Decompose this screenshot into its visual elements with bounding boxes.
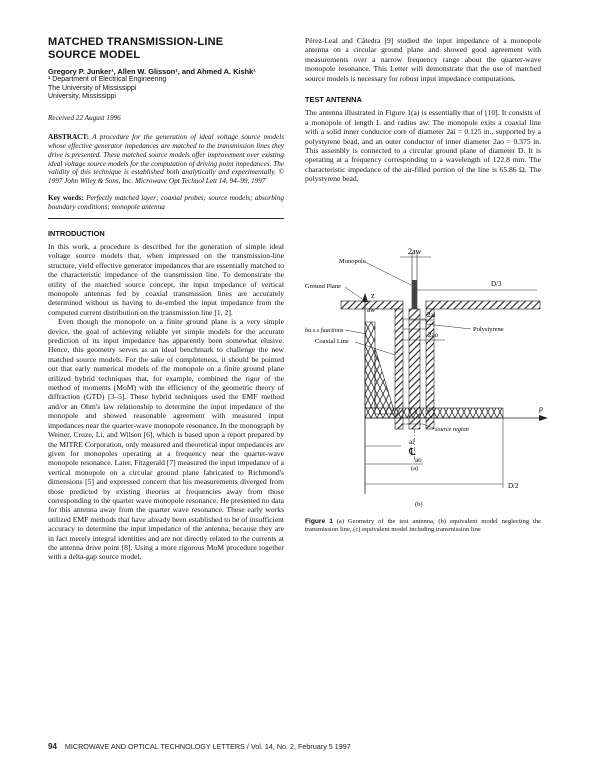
- received-date: Received 22 August 1996: [48, 113, 121, 122]
- label-2ao: 2ao: [428, 331, 439, 339]
- abstract-text: A procedure for the generation of ideal voltage source models whose effective generator impedances are matched to the transmission lines they drive is presented. These matched source models offer improvement over existing ideal voltage source models for the computation of driving point impedances. The validity of this technique is established both analytically and experimentally. © 1997 John Wiley & Sons, Inc. Microwave Opt Technol Lett 14, 94–99, 1997: [48, 133, 284, 186]
- affiliation: [48, 76, 284, 102]
- label-2ai: 2ai: [427, 311, 436, 319]
- figure-caption: [305, 518, 541, 534]
- test-antenna-paragraph: The antenna illustrated in Figure 1(a) is essentially that of [10]. It consists of a monopole of length L and radius aw. The monopole exits a coaxial line with a solid inner conductor core of diameter 2ai = 0.125 in., supported by a polystyrene bead, and an outer conductor of inner diameter 2ao = 0.375 in. This assembly is connected to a circular ground plane of diameter D. It is operating at a frequency corresponding to a wavelength of 122.8 mm. The characteristic impedance of the air-filled portion of the line is 65.86 Ω. The polystyrene bead,: [305, 108, 541, 184]
- journal-citation: MICROWAVE AND OPTICAL TECHNOLOGY LETTERS / Vol. 14, No. 2, February 5 1997: [64, 742, 351, 751]
- label-aw: aw: [367, 306, 376, 314]
- caption-text: (a) Geometry of the test antenna, (b) equivalent model neglecting the transmission line, (c) equivalent model including transmission line: [305, 518, 541, 534]
- authors: Gregory P. Junker¹, Allen W. Glisson¹, and Ahmed A. Kishk¹: [48, 67, 256, 76]
- section-divider: [48, 218, 284, 219]
- label-panel-b: (b): [415, 501, 423, 508]
- label-2aw: 2aw: [408, 247, 422, 256]
- label-centerline: ℄: [409, 447, 416, 458]
- panel-b: [305, 478, 555, 618]
- left-column: [48, 36, 284, 562]
- page-number: 94: [48, 742, 57, 751]
- affiliation-line: University, Mississippi: [48, 93, 116, 101]
- label-source-region: source region: [435, 426, 469, 433]
- right-column: [305, 36, 541, 184]
- keywords: [48, 194, 284, 212]
- label-ao: ao: [415, 456, 422, 464]
- intro-paragraph-1: In this work, a procedure is described for the generation of simple ideal voltage source models that, when impressed on the transmission-line structure, yield effective generator impedances that are essentially matched to the characteristic impedance of the transmission line. To demonstrate the utility of the matched source concept, the input impedance of vertical monopole antennas fed by coaxial transmission lines are accurately determined without us having to de-embed the input impedance from the computed current distribution on the transmission line [1, 2].: [48, 241, 285, 317]
- label-d-over-2: D/2: [508, 482, 519, 490]
- intro-paragraph-2: Even though the monopole on a finite ground plane is a very simple device, the goal of achieving reliable yet simple models for the accurate prediction of its input impedance has apparently been somewhat elusive. Hence, this geometry serves as an ideal benchmark to challenge the new matched source models. For the sake of completeness, it should be pointed out that early numerical models of the monopole on a finite ground plane utilized hybrid techniques that, for example, combined the rigor of the method of moments (MoM) with the efficiency of the geometric theory of diffraction (GTD) [3–5]. These hybrid techniques used the EMF method and/or an Ohm's law relationship to determine the input impedance of the monopole and showed reasonable agreement with measured input impedances near the quarter-wave monopole resonance. In the monograph by Weiner, Cruze, Li, and Wilson [6], which is based upon a report prepared by the MITRE Corporation, only measured and theoretical input impedances are given for monopoles operating at a frequency near the quarter-wave monopole resonance. Later, Fitzgerald [7] measured the input impedance of a vertical monopole on a circular ground plane fabricated to Richmond's dimensions [5] and expressed concern that his measurements diverged from those predicted by existing theories at frequencies away from those corresponding to the quarter wave monopole resonance. He presented no data for this antenna away from the quarter wave resonance. These early works utilized EMF methods that have already been established to be of insufficient accuracy to determine the input impedance of the antenna, because they are in fact merely integral identities and are not directly related to the currents at the antenna drive point [8]. Using a more rigorous MoM procedure together with a delta-gap source model,: [48, 317, 284, 562]
- test-antenna-heading: TEST ANTENNA: [305, 95, 362, 105]
- label-polystyrene: Polystyrene: [473, 326, 504, 333]
- keywords-text: Perfectly matched layer; coaxial probes; source models; absorbing boundary conditions; monopole antenna: [48, 193, 284, 211]
- title-line-2: SOURCE MODEL: [48, 48, 141, 61]
- caption-label: Figure 1: [305, 518, 333, 525]
- label-ai: ai: [409, 438, 415, 446]
- figure-1-panel-b: [305, 245, 555, 510]
- label-coaxial-line: Coaxial Line: [315, 338, 349, 345]
- keywords-label: Key words:: [48, 193, 84, 202]
- introduction-heading: INTRODUCTION: [48, 228, 105, 238]
- label-ground-plane: Ground Plane: [305, 283, 341, 290]
- label-basis-functions: ba.s.s fuactions: [305, 327, 344, 334]
- page-footer: [48, 742, 548, 751]
- abstract: [48, 133, 284, 186]
- abstract-label: ABSTRACT:: [48, 133, 90, 142]
- label-d-over-3: D/3: [491, 280, 502, 288]
- figure-1: [305, 245, 555, 510]
- affiliation-line: The University of Mississippi: [48, 84, 137, 92]
- label-panel-a: (a): [411, 465, 419, 472]
- continued-paragraph: Pérez-Leal and Cátedra [9] studied the input impedance of a monopole antenna on a circular ground plane and showed good agreement with measurements over a narrow frequency range about the quarter-wave monopole resonance. This Letter will demonstrate that the use of matched source models is necessary for robust input impedance computations.: [305, 36, 541, 83]
- label-monopole: Monopole: [339, 258, 366, 265]
- title-line-1: MATCHED TRANSMISSION-LINE: [48, 36, 224, 48]
- label-rho: ρ: [539, 404, 543, 413]
- affiliation-line: ¹ Department of Electrical Engineering: [48, 76, 167, 83]
- article-title: [48, 36, 284, 61]
- label-z: z: [371, 291, 375, 300]
